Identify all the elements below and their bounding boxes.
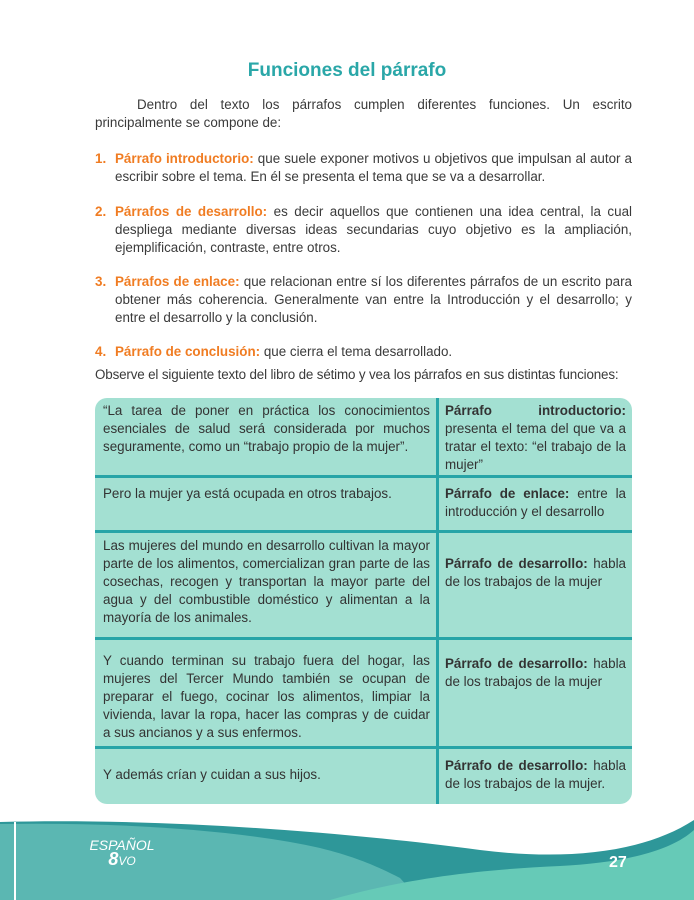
list-item [95, 203, 632, 257]
logo-grade-suffix: VO [118, 854, 136, 868]
function-text: entre la introducción y el desarrollo [445, 486, 626, 519]
function-text: habla de los trabajos de la mujer. [445, 758, 626, 791]
list-number: 3. [95, 274, 107, 289]
paragraph-types-list [95, 150, 632, 378]
function-term: Párrafo introductorio: [445, 403, 626, 418]
page-number: 27 [609, 854, 627, 871]
paragraph-functions-table [95, 398, 632, 804]
example-text: “La tarea de poner en práctica los conocimientos esenciales de salud será considerada por muchos seguramente, como un “trabajo propio de la mujer”. [103, 403, 430, 454]
function-cell [445, 655, 626, 691]
list-text: que cierra el tema desarrollado. [260, 344, 453, 359]
list-term: Párrafos de enlace: [115, 274, 240, 289]
list-term: Párrafo introductorio: [115, 151, 254, 166]
example-text: Y además crían y cuidan a sus hijos. [103, 767, 321, 782]
table-row [95, 749, 632, 804]
table-row [95, 533, 632, 640]
list-number: 4. [95, 344, 107, 359]
list-text: que suele exponer motivos u objetivos que impulsan al autor a escribir sobre el tema. En él se presenta el tema que se va a desarrollar. [115, 151, 633, 184]
footer-wave-mid [0, 824, 420, 900]
function-text: habla de los trabajos de la mujer [445, 556, 626, 589]
function-cell [445, 555, 626, 591]
function-text: presenta el tema del que va a tratar el texto: “el trabajo de la mujer” [445, 421, 626, 472]
list-text: es decir aquellos que contienen una idea central, la cual despliega mediante diversas ideas secundarias cuyo objetivo es la ampliación, ejemplificación, contraste, entre otros. [115, 204, 632, 255]
function-term: Párrafo de desarrollo: [445, 556, 588, 571]
function-term: Párrafo de desarrollo: [445, 758, 588, 773]
table-row [95, 478, 632, 533]
function-cell [445, 402, 626, 474]
example-text: Pero la mujer ya está ocupada en otros trabajos. [103, 486, 392, 501]
list-text: que relacionan entre sí los diferentes párrafos de un escrito para obtener más coherencia. Generalmente van entre la Introducción y el desarrollo; y entre el desarrollo y la conclusión. [115, 274, 632, 325]
example-text: Y cuando terminan su trabajo fuera del hogar, las mujeres del Tercer Mundo también se ocupan de preparar el fuego, cocinar los alimentos, limpiar la vivienda, lavar la ropa, hacer las compras y de cuidar a sus ancianos y a sus enfermos. [103, 653, 430, 740]
intro-paragraph: Dentro del texto los párrafos cumplen diferentes funciones. Un escrito principalmente se compone de: [95, 97, 632, 130]
observe-instruction: Observe el siguiente texto del libro de sétimo y vea los párrafos en sus distintas funciones: [95, 367, 619, 382]
list-item [95, 273, 632, 327]
page-title: Funciones del párrafo [247, 60, 447, 81]
list-item [95, 343, 632, 361]
function-cell [445, 757, 626, 793]
list-term: Párrafo de conclusión: [115, 344, 261, 359]
function-text: habla de los trabajos de la mujer [445, 656, 626, 689]
list-number: 2. [95, 204, 107, 219]
list-term: Párrafos de desarrollo: [115, 204, 268, 219]
example-text: Las mujeres del mundo en desarrollo cultivan la mayor parte de los alimentos, comercializan gran parte de las cosechas, recogen y transportan la mayor parte del agua y del combustible doméstico y alimentan a la mayoría de los animales. [103, 538, 430, 625]
list-item [95, 150, 632, 186]
function-cell [445, 485, 626, 521]
function-term: Párrafo de desarrollo: [445, 656, 588, 671]
table-row [95, 398, 632, 478]
logo-grade: 8 [108, 849, 119, 869]
function-term: Párrafo de enlace: [445, 486, 570, 501]
list-number: 1. [95, 151, 107, 166]
book-logo [82, 838, 162, 868]
table-row [95, 640, 632, 749]
logo-subject: ESPAÑOL [89, 837, 155, 853]
